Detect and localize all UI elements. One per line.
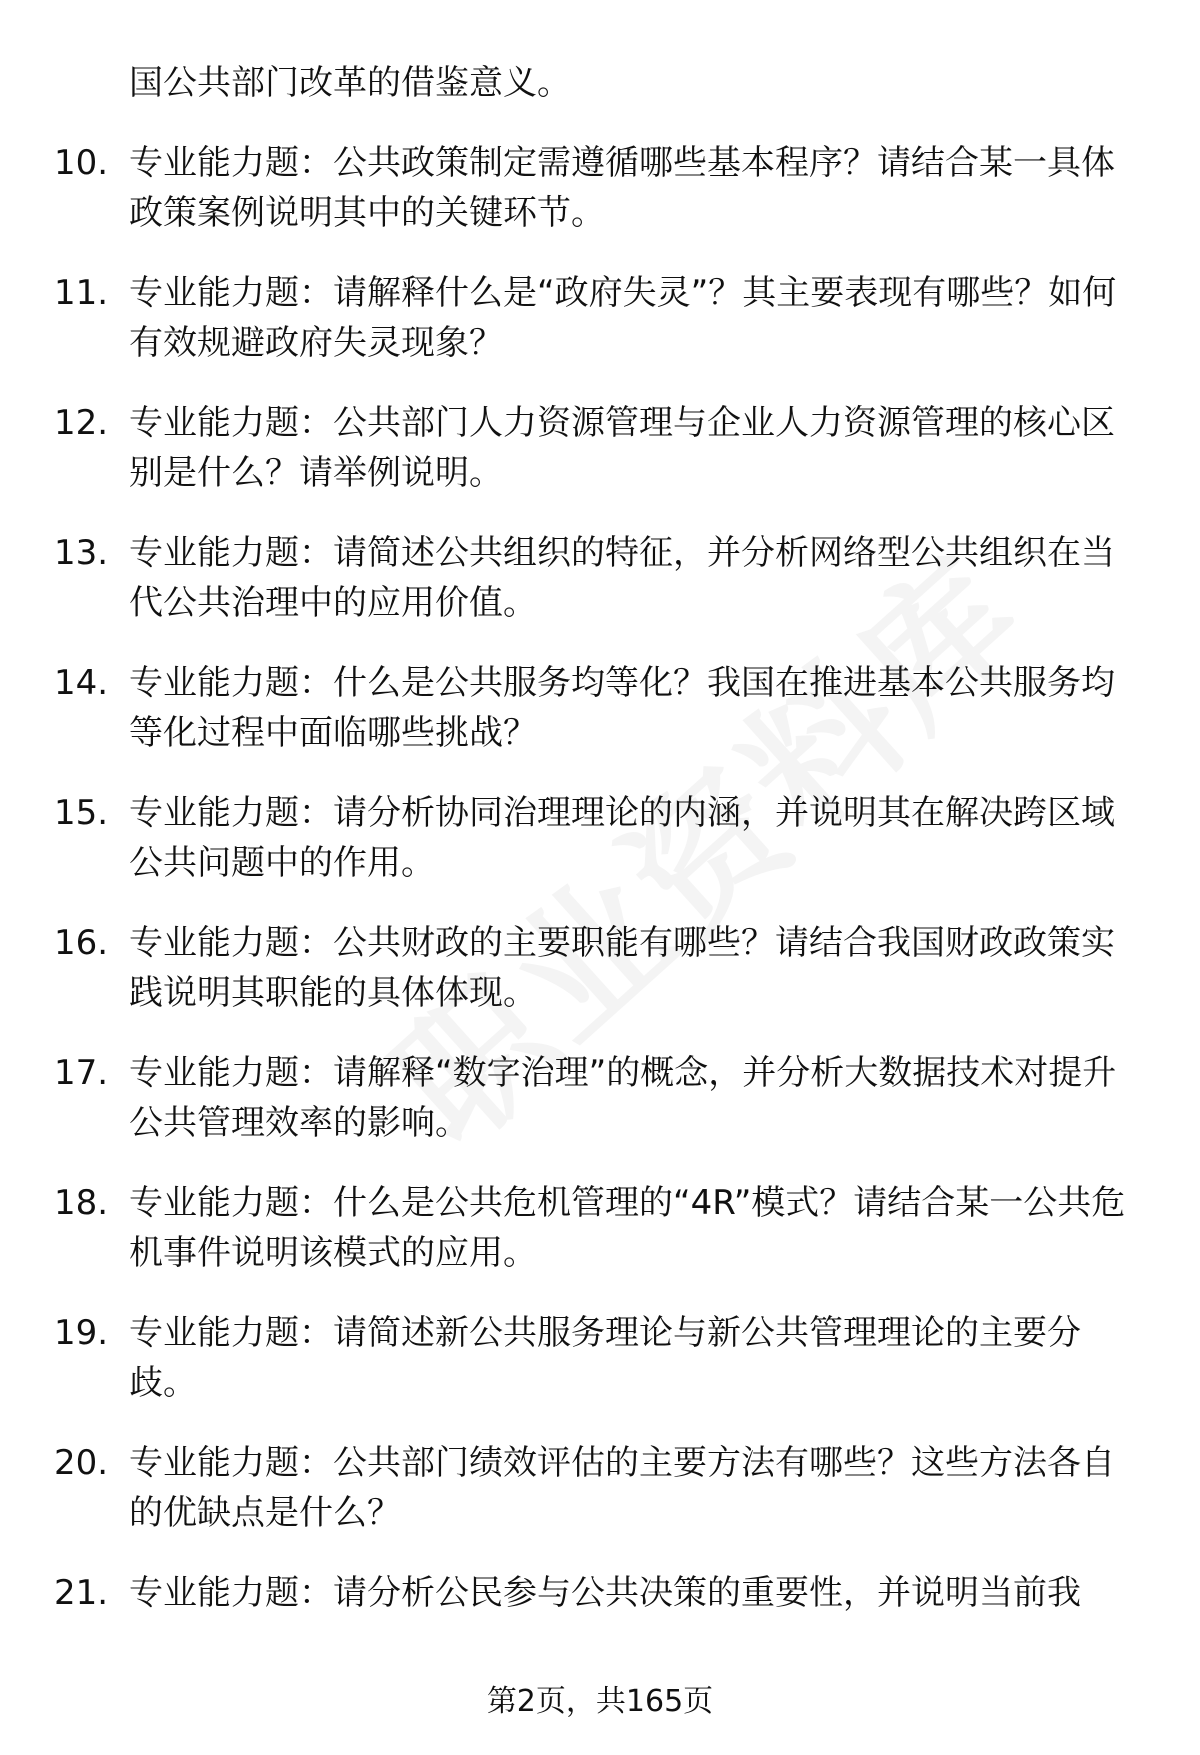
list-item xyxy=(0,1308,1200,1408)
question-text: 专业能力题：请简述公共组织的特征，并分析网络型公共组织在当代公共治理中的应用价值。 xyxy=(129,533,1115,623)
list-item xyxy=(0,1178,1200,1278)
question-text: 专业能力题：什么是公共危机管理的“4R”模式？请结合某一公共危机事件说明该模式的应用。 xyxy=(129,1183,1126,1273)
question-text: 专业能力题：公共政策制定需遵循哪些基本程序？请结合某一具体政策案例说明其中的关键环节。 xyxy=(129,143,1115,233)
question-number: 11. xyxy=(54,273,109,313)
list-item xyxy=(0,528,1200,628)
question-number: 14. xyxy=(54,663,109,703)
question-content xyxy=(0,58,1200,1648)
list-item xyxy=(0,788,1200,888)
question-number: 16. xyxy=(54,923,109,963)
question-number: 12. xyxy=(54,403,109,443)
page-footer: 第2页，共165页 xyxy=(486,1684,714,1719)
question-text: 专业能力题：公共部门人力资源管理与企业人力资源管理的核心区别是什么？请举例说明。 xyxy=(129,403,1115,493)
question-text: 专业能力题：请分析协同治理理论的内涵，并说明其在解决跨区域公共问题中的作用。 xyxy=(129,793,1115,883)
question-text: 专业能力题：什么是公共服务均等化？我国在推进基本公共服务均等化过程中面临哪些挑战？ xyxy=(129,663,1115,753)
question-number: 13. xyxy=(54,533,109,573)
question-number: 15. xyxy=(54,793,109,833)
list-item xyxy=(0,1438,1200,1538)
list-item xyxy=(0,1568,1200,1618)
question-text: 专业能力题：请简述新公共服务理论与新公共管理理论的主要分歧。 xyxy=(129,1313,1081,1403)
question-text: 专业能力题：请解释什么是“政府失灵”？其主要表现有哪些？如何有效规避政府失灵现象？ xyxy=(129,273,1117,363)
list-item xyxy=(0,268,1200,368)
list-item xyxy=(0,138,1200,238)
question-number: 18. xyxy=(54,1183,109,1223)
question-number: 21. xyxy=(54,1573,109,1613)
question-number: 17. xyxy=(54,1053,109,1093)
question-text: 专业能力题：公共部门绩效评估的主要方法有哪些？这些方法各自的优缺点是什么？ xyxy=(129,1443,1115,1533)
question-number: 10. xyxy=(54,143,109,183)
list-item xyxy=(0,658,1200,758)
question-number: 20. xyxy=(54,1443,109,1483)
question-text: 专业能力题：请解释“数字治理”的概念，并分析大数据技术对提升公共管理效率的影响。 xyxy=(129,1053,1117,1143)
question-number: 19. xyxy=(54,1313,109,1353)
list-item xyxy=(0,918,1200,1018)
continuation-text: 国公共部门改革的借鉴意义。 xyxy=(129,63,571,103)
question-text: 专业能力题：公共财政的主要职能有哪些？请结合我国财政政策实践说明其职能的具体体现。 xyxy=(129,923,1115,1013)
question-list xyxy=(0,138,1200,1618)
question-text: 专业能力题：请分析公民参与公共决策的重要性，并说明当前我 xyxy=(129,1573,1081,1613)
list-item xyxy=(0,398,1200,498)
list-item xyxy=(0,1048,1200,1148)
